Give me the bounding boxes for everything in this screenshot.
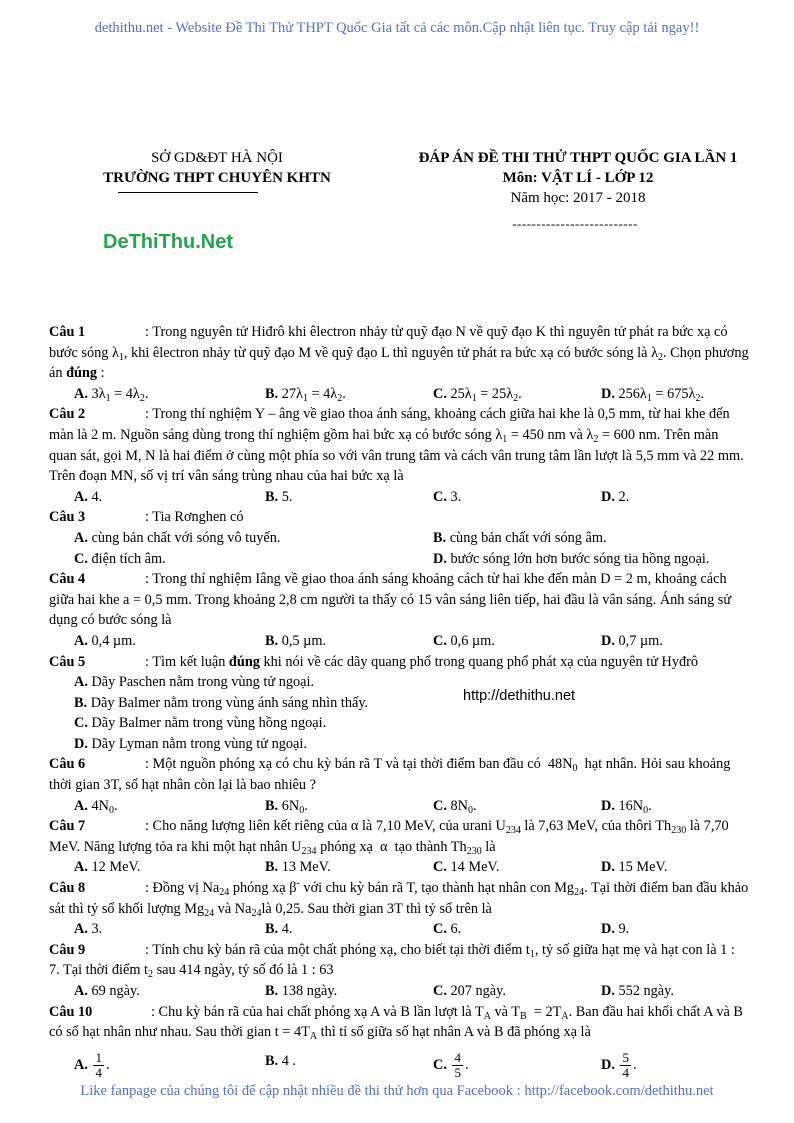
option-c[interactable]: C. $25\lambda_1 = 25\lambda_2$. (433, 385, 522, 404)
question-label: Câu 2 (49, 406, 86, 423)
question-label: Câu 1 (49, 324, 86, 340)
question-1-options (49, 384, 749, 405)
option-d[interactable]: D. 0,7 µm. (601, 632, 663, 649)
exam-title: ĐÁP ÁN ĐỀ THI THỬ THPT QUỐC GIA LẦN 1 (418, 150, 738, 166)
option-a[interactable]: A. $3\lambda_1 = 4\lambda_2$. (74, 385, 149, 404)
question-7: Câu 7 : Cho năng lượng liên kết riêng của α là 7,10 MeV, của urani $U_{234}$ là 7,63 MeV, của thôri $Th_{230}$ là 7,70 MeV. Năng lượng tỏa ra khi một hạt nhân $U_{234}$ phóng xạ α tạo thành $Th_{230}$ là (49, 818, 729, 857)
option-a[interactable]: A. Dãy Paschen nằm trong vùng tử ngoại. (74, 674, 315, 691)
option-b[interactable]: B. $6N_0$. (265, 797, 308, 816)
question-label: Câu 6 (49, 756, 86, 773)
option-d[interactable]: D. 9. (601, 921, 630, 938)
option-b[interactable]: B. Dãy Balmer nằm trong vùng ánh sáng nhìn thấy. (74, 694, 369, 711)
question-10-options (49, 1045, 749, 1083)
option-c[interactable]: C. $\frac{4}{5}$ . (433, 1049, 469, 1080)
header-divider (118, 192, 258, 193)
option-a[interactable]: A. $\frac{1}{4}$ . (74, 1049, 110, 1080)
option-a[interactable]: A. 3. (74, 921, 103, 938)
exam-subject: Môn: VẬT LÍ - LỚP 12 (502, 170, 654, 186)
option-b[interactable]: B. $27\lambda_1 = 4\lambda_2$. (265, 385, 346, 404)
option-a[interactable]: A. 0,4 µm. (74, 632, 136, 649)
right-header (392, 148, 764, 208)
header-link[interactable]: dethithu.net - Website Đề Thi Thử THPT Quốc Gia tất cả các môn.Cập nhật liên tục. Truy cập tải ngay!! (94, 20, 700, 36)
question-4-options (49, 631, 749, 652)
question-6: Câu 6 : Một nguồn phóng xạ có chu kỳ bán rã T và tại thời điểm ban đầu có $48N_0$ hạt nhân. Hỏi sau khoảng thời gian 3T, số hạt nhân còn lại là bao nhiêu ? (49, 756, 731, 794)
option-b[interactable]: B. 0,5 µm. (265, 632, 327, 649)
option-c[interactable]: C. 3. (433, 488, 462, 505)
school-year: Năm học: 2017 - 2018 (510, 190, 646, 206)
question-list (49, 322, 749, 1083)
option-d[interactable]: D. $\frac{5}{4}$ . (601, 1049, 637, 1080)
brand-logo: DeThiThu.Net (103, 231, 233, 253)
question-10: Câu 10 : Chu kỳ bán rã của hai chất phóng xạ A và B lần lượt là $T_A$ và $T_B = 2T_A$. Ban đầu hai khối chất A và B có số hạt nhân như nhau. Sau thời gian $t = 4T_A$ thì tỉ số giữa số hạt nhân A và B đã phóng xạ là (49, 1003, 743, 1043)
option-a[interactable]: A. 69 ngày. (74, 983, 140, 999)
option-c[interactable]: C. 14 MeV. (433, 859, 500, 876)
question-2: Câu 2 : Trong thí nghiệm Y – âng về giao thoa ánh sáng, khoảng cách giữa hai khe là 0,5 mm, từ hai khe đến màn là 2 m. Nguồn sáng dùng trong thí nghiệm gồm hai bức xạ có bước sóng $\lambda_1 = 450$ nm và $\lambda_2 = 600$ nm. Trên màn quan sát, gọi M, N là hai điểm ở cùng một phía so với vân trung tâm và cách vân trung tâm lần lượt là 5,5 mm và 22 mm. Trên đoạn MN, số vị trí vân sáng trùng nhau của hai bức xạ là (49, 406, 744, 485)
option-d[interactable]: D. 15 MeV. (601, 859, 668, 876)
option-d[interactable]: D. 552 ngày. (601, 983, 674, 999)
option-b[interactable]: B. 4. (265, 921, 293, 938)
inner-watermark-link[interactable]: http://dethithu.net (463, 688, 576, 704)
option-a[interactable]: A. 4. (74, 488, 103, 505)
footer-link[interactable]: Like fanpage của chúng tôi để cập nhật nhiều đề thi thử hơn qua Facebook : http://facebook.com/dethithu.net (80, 1083, 714, 1099)
question-9-options (49, 981, 749, 1002)
question-8-options (49, 919, 749, 940)
option-d[interactable]: D. bước sóng lớn hơn bước sóng tia hồng ngoại. (433, 550, 710, 567)
question-label: Câu 3 (49, 509, 86, 526)
question-4: Câu 4 : Trong thí nghiệm Iâng về giao thoa ánh sáng khoảng cách từ hai khe đến màn D = 2 m, khoảng cách giữa hai khe a = 0,5 mm. Trong khoảng 2,8 cm người ta thấy có 15 vân sáng liên tiếp, hai đầu là vân sáng. Ánh sáng sử dụng có bước sóng là (49, 571, 732, 629)
option-b[interactable]: B. cùng bản chất với sóng âm. (433, 529, 607, 546)
option-c[interactable]: C. điện tích âm. (74, 550, 166, 567)
option-b[interactable]: B. 5. (265, 488, 293, 505)
question-7-options (49, 857, 749, 878)
option-c[interactable]: C. $8N_0$. (433, 797, 477, 816)
question-label: Câu 4 (49, 571, 86, 588)
option-d[interactable]: D. $256\lambda_1 = 675\lambda_2$. (601, 385, 705, 404)
question-5: Câu 5 : Tìm kết luận đúng khi nói về các dãy quang phổ trong quang phổ phát xạ của nguyên tử Hyđrô (49, 652, 749, 673)
question-3: Câu 3 : Tia Rơnghen có (49, 507, 749, 528)
question-8: Câu 8 : Đồng vị $Na_{24}$ phóng xạ β- với chu kỳ bán rã T, tạo thành hạt nhân con $Mg_{24}$. Tại thời điểm ban đầu khảo sát thì tỷ số khối lượng $Mg_{24}$ và $Na_{24}là$ 0,25. Sau thời gian 3T thì tỷ số trên là (49, 878, 749, 919)
option-a[interactable]: A. 12 MeV. (74, 859, 141, 876)
question-label: Câu 8 (49, 880, 86, 897)
left-header (82, 148, 352, 188)
option-b[interactable]: B. 138 ngày. (265, 983, 338, 999)
question-label: Câu 7 (49, 818, 86, 835)
school-name: TRƯỜNG THPT CHUYÊN KHTN (103, 170, 331, 186)
question-3-options-row2 (49, 549, 749, 570)
option-a[interactable]: A. cùng bản chất với sóng vô tuyến. (74, 529, 281, 546)
question-6-options (49, 796, 749, 817)
option-c[interactable]: C. 0,6 µm. (433, 632, 495, 649)
option-c[interactable]: C. 6. (433, 921, 462, 938)
question-2-options (49, 487, 749, 508)
option-d[interactable]: D. $16N_0$. (601, 797, 652, 816)
option-b[interactable]: B. 4 . (265, 1052, 296, 1069)
department-name: SỞ GD&ĐT HÀ NỘI (151, 150, 283, 166)
question-1: Câu 1 : Trong nguyên tử Hiđrô khi êlectron nhảy từ quỹ đạo N về quỹ đạo K thì nguyên tử phát ra bức xạ có bước sóng $\lambda_1$, khi êlectron nhảy từ quỹ đạo M về quỹ đạo L thì nguyên tử phát ra bức xạ có bước sóng là $\lambda_2$. Chọn phương án đúng : (49, 324, 749, 382)
question-3-options-row1 (49, 528, 749, 549)
option-d[interactable]: D. 2. (601, 488, 630, 505)
question-9: Câu 9 : Tính chu kỳ bán rã của một chất phóng xạ, cho biết tại thời điểm $t_1$, tỷ số giữa hạt mẹ và hạt con là 1 : 7. Tại thời điểm $t_2$ sau 414 ngày, tỷ số đó là 1 : 63 (49, 941, 735, 981)
question-label: Câu 5 (49, 653, 86, 670)
dash-separator: -------------------------- (512, 216, 638, 231)
question-label: Câu 9 (49, 941, 86, 958)
question-label: Câu 10 (49, 1003, 93, 1020)
option-d[interactable]: D. Dãy Lyman nằm trong vùng tử ngoại. (74, 735, 307, 752)
option-a[interactable]: A. $4N_0$. (74, 797, 118, 816)
option-c[interactable]: C. Dãy Balmer nằm trong vùng hồng ngoại. (74, 715, 327, 732)
option-c[interactable]: C. 207 ngày. (433, 983, 506, 999)
option-b[interactable]: B. 13 MeV. (265, 859, 331, 876)
